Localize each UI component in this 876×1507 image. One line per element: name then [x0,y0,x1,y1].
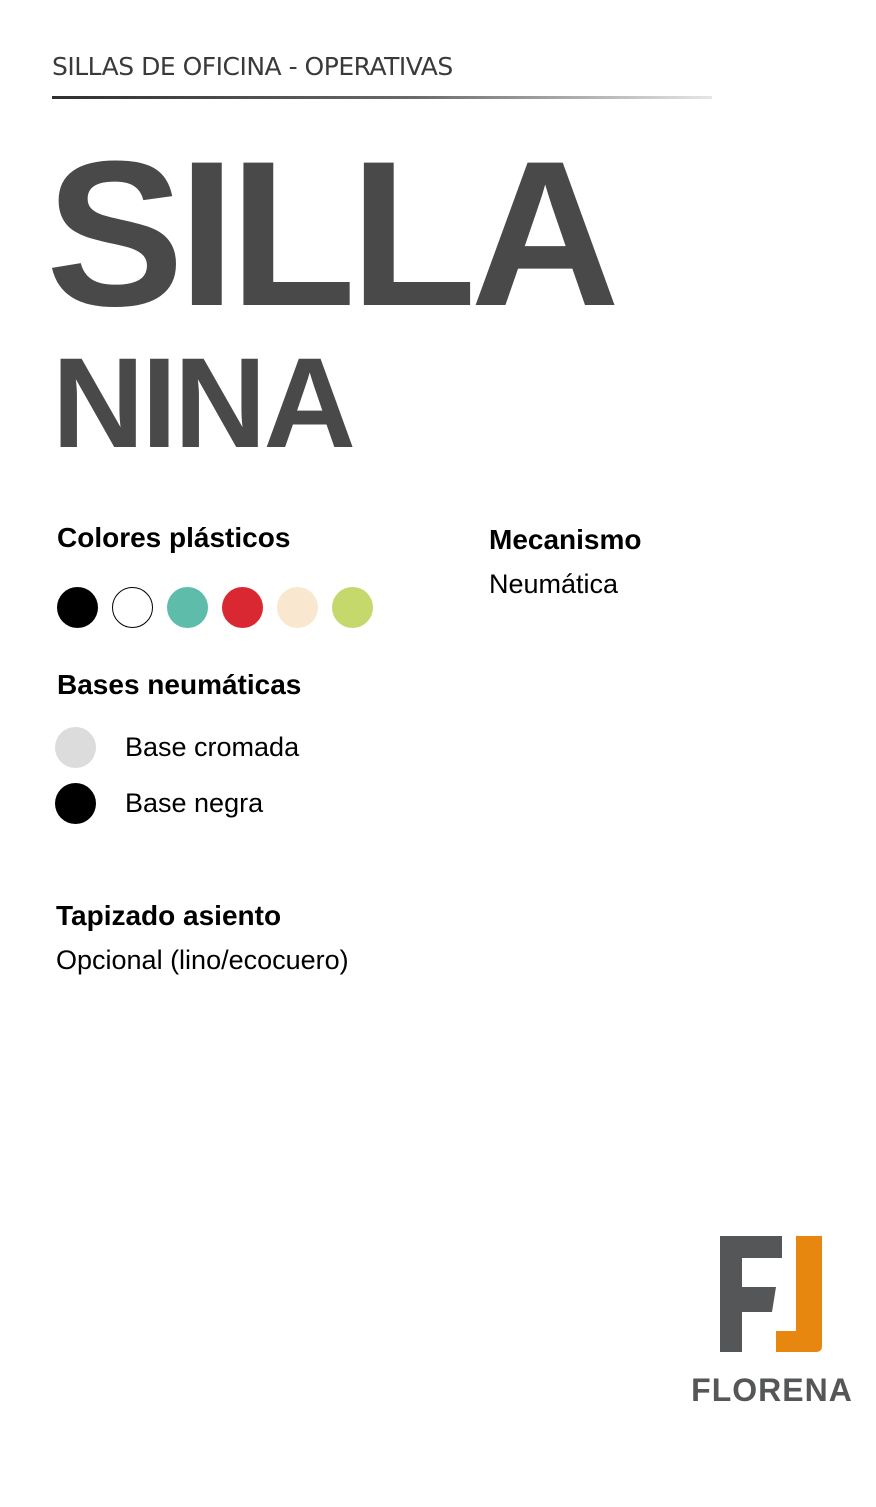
black-base-dot [55,783,96,824]
base-item-label: Base negra [125,788,264,818]
swatch-white [112,587,153,628]
colors-heading: Colores plásticos [57,522,291,553]
upholstery-value: Opcional (lino/ecocuero) [56,945,349,975]
swatch-black [57,587,98,628]
base-item-chrome [55,727,299,768]
category-label: SILLAS DE OFICINA - OPERATIVAS [52,52,453,81]
color-swatches [57,587,373,628]
swatch-red [222,587,263,628]
base-item-label: Base cromada [125,732,300,762]
header-divider [52,96,712,99]
base-item-black [55,783,263,824]
swatch-teal [167,587,208,628]
upholstery-heading: Tapizado asiento [56,900,282,931]
product-title-line-2: NINA [52,332,353,475]
brand-name: FLORENA [691,1372,853,1408]
mechanism-heading: Mecanismo [489,524,642,555]
florena-logo-icon [718,1236,822,1352]
swatch-cream [277,587,318,628]
bases-heading: Bases neumáticas [57,669,302,700]
chrome-base-dot [55,727,96,768]
swatch-lime [332,587,373,628]
product-title-line-1: SILLA [46,118,614,349]
mechanism-value: Neumática [489,569,619,599]
